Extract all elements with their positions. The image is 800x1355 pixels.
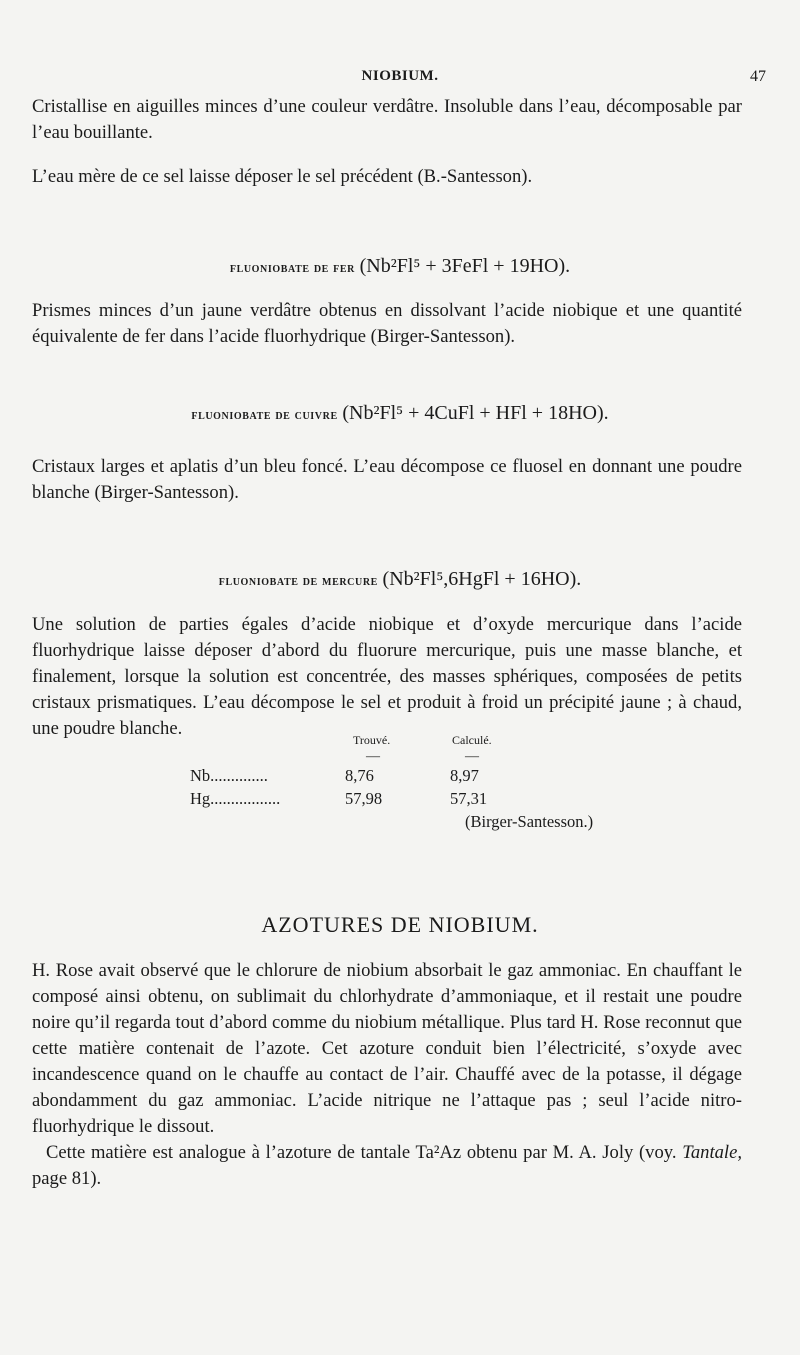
table-row [190,766,530,790]
mercure-label: fluoniobate de mercure [218,573,378,589]
cuivre-heading [0,402,800,425]
column-calc-header: Calculé. [452,733,492,747]
azotures-section [32,958,742,1192]
row-label: Hg................. [190,789,281,808]
fer-label: fluoniobate de fer [229,260,355,276]
cuivre-paragraph: Cristaux larges et aplatis d’un bleu foncé. L’eau décompose ce fluosel en donnant une poudre blanche (Birger-Santesson). [32,456,742,503]
column-found-header: Trouvé. [353,733,391,747]
row-found: 8,76 [345,766,374,785]
intro-paragraph-1: Cristallise en aiguilles minces d’une couleur verdâtre. Insoluble dans l’eau, décomposable par l’eau bouillante. [32,96,742,143]
intro-section [32,94,742,190]
column-calc-dash: — [465,749,479,764]
p2-italic: Tantale, [682,1142,742,1163]
cuivre-formula: (Nb²Fl⁵ + 4CuFl + HFl + 18HO). [342,402,609,424]
mercure-formula: (Nb²Fl⁵,6HgFl + 16HO). [382,568,582,590]
p2-text-b: page 81). [32,1168,102,1189]
fer-heading [0,255,800,278]
intro-paragraph-2: L’eau mère de ce sel laisse déposer le sel précédent (B.-Santesson). [32,166,533,187]
cuivre-label: fluoniobate de cuivre [191,407,338,423]
section-heading: AZOTURES DE NIOBIUM. [261,912,539,937]
mercure-paragraph: Une solution de parties égales d’acide niobique et d’oxyde mercurique dans l’acide fluorhydrique laisse déposer d’abord du fluorure mercurique, puis une masse blanche, et finalement, lorsque la solution est concentrée, des masses sphériques, composées de petits cristaux prismatiques. L’eau décompose le sel et produit à froid un précipité jaune ; à chaud, une poudre blanche. [32,614,742,739]
azotures-paragraph-1: H. Rose avait observé que le chlorure de niobium absorbait le gaz ammoniac. En chauffant le composé ainsi obtenu, on sublimait du chlorhydrate d’ammoniaque, et il restait une poudre noire qu’il regarda tout d’abord comme du niobium métallique. Plus tard H. Rose reconnut que cette matière contenait de l’azote. Cet azoture conduit bien l’électricité, s’oxyde avec incandescence quand on le chauffe au contact de l’air. Chauffé avec de la potasse, il dégage abondamment du gaz ammoniac. L’acide nitrique ne l’attaque pas ; seul l’acide nitro-fluorhydrique le dissout. [32,960,742,1137]
fer-formula: (Nb²Fl⁵ + 3FeFl + 19HO). [359,255,571,277]
row-label: Nb.............. [190,766,268,785]
azotures-paragraph-2 [32,1140,742,1192]
mercure-heading [0,568,800,591]
row-calc: 57,31 [450,789,488,808]
header-title: NIOBIUM. [361,68,439,84]
table-citation: (Birger-Santesson.) [465,812,594,831]
page-number: 47 [750,68,766,85]
row-found: 57,98 [345,789,383,808]
row-calc: 8,97 [450,766,479,785]
p2-text-a: Cette matière est analogue à l’azoture de tantale Ta²Az obtenu par M. A. Joly (voy. [46,1142,683,1163]
table-row [190,789,530,813]
fer-paragraph: Prismes minces d’un jaune verdâtre obtenus en dissolvant l’acide niobique et une quantité équivalente de fer dans l’acide fluorhydrique (Birger-Santesson). [32,300,742,347]
column-found-dash: — [366,749,380,764]
running-header [30,68,770,92]
